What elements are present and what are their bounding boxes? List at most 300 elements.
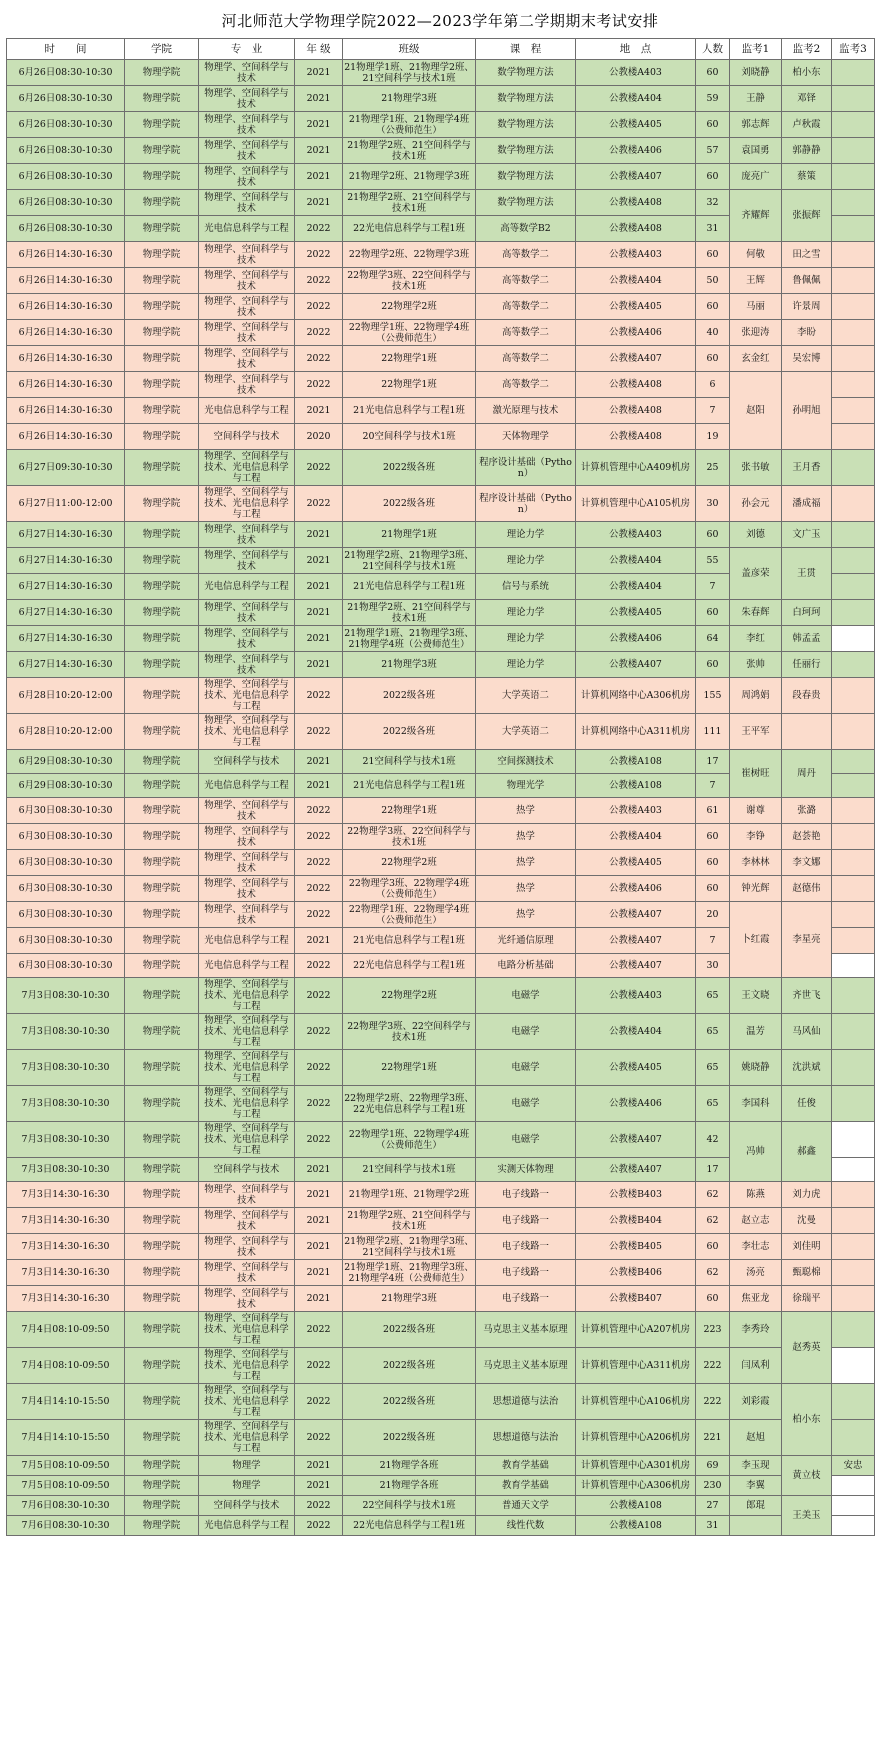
grade-cell: 2022 [295, 372, 343, 398]
major-cell: 物理学、空间科学与技术 [199, 346, 295, 372]
count-cell: 62 [696, 1182, 730, 1208]
proctor3-cell [832, 1208, 875, 1234]
proctor3-cell [832, 60, 875, 86]
course-cell: 电子线路一 [476, 1234, 576, 1260]
grade-cell: 2021 [295, 774, 343, 798]
location-cell: 公教楼A108 [576, 1496, 696, 1516]
count-cell: 60 [696, 1286, 730, 1312]
grade-cell: 2021 [295, 112, 343, 138]
proctor3-cell [832, 574, 875, 600]
course-cell: 光纤通信原理 [476, 928, 576, 954]
major-cell: 物理学、空间科学与技术 [199, 190, 295, 216]
class-cell: 21物理学2班、21空间科学与技术1班 [343, 600, 476, 626]
location-cell: 计算机管理中心A206机房 [576, 1420, 696, 1456]
course-cell: 数学物理方法 [476, 112, 576, 138]
location-cell: 公教楼B405 [576, 1234, 696, 1260]
course-cell: 热学 [476, 824, 576, 850]
class-cell: 21物理学1班、21物理学2班、21空间科学与技术1班 [344, 61, 474, 84]
location-cell: 公教楼B404 [576, 1208, 696, 1234]
proctor1-cell: 马丽 [730, 294, 782, 320]
time-cell: 6月27日14:30-16:30 [7, 626, 125, 652]
college-cell: 物理学院 [125, 60, 199, 86]
major-cell: 物理学、空间科学与技术 [199, 1234, 295, 1260]
proctor2-cell: 赵荟艳 [782, 824, 832, 850]
table-row [7, 1456, 875, 1476]
location-cell: 公教楼A403 [576, 242, 696, 268]
time-cell: 7月3日08:30-10:30 [7, 1050, 125, 1086]
proctor1-cell: 张书敏 [730, 450, 782, 486]
class-cell: 21空间科学与技术1班 [343, 750, 476, 774]
course-cell: 电磁学 [476, 1086, 576, 1122]
class-cell: 2022级各班 [343, 1384, 476, 1420]
count-cell: 65 [696, 1086, 730, 1122]
time-cell: 7月6日08:30-10:30 [7, 1516, 125, 1536]
course-cell: 大学英语二 [476, 714, 576, 750]
proctor1-cell: 闫凤利 [730, 1348, 782, 1384]
proctor2-cell: 郝鑫 [782, 1122, 832, 1182]
location-cell: 计算机管理中心A106机房 [576, 1384, 696, 1420]
proctor3-cell [832, 1234, 875, 1260]
proctor2-cell: 白珂珂 [782, 600, 832, 626]
class-cell: 22物理学1班 [343, 1050, 476, 1086]
course-cell: 电子线路一 [476, 1260, 576, 1286]
location-cell: 公教楼A404 [576, 268, 696, 294]
major-cell: 物理学、空间科学与技术 [199, 1286, 295, 1312]
proctor1-cell: 郎琨 [730, 1496, 782, 1516]
class-cell: 22物理学1班、22物理学4班（公费师范生） [343, 320, 476, 346]
location-cell: 公教楼A407 [576, 164, 696, 190]
header-grade: 年 级 [295, 39, 343, 60]
course-cell: 马克思主义基本原理 [476, 1348, 576, 1384]
proctor1-cell: 周鸿娟 [730, 678, 782, 714]
location-cell: 公教楼A406 [576, 626, 696, 652]
major-cell: 物理学、空间科学与技术 [199, 548, 295, 574]
proctor3-cell [832, 294, 875, 320]
proctor1-cell: 温芳 [730, 1014, 782, 1050]
grade-cell: 2021 [295, 1476, 343, 1496]
count-cell: 60 [696, 652, 730, 678]
count-cell: 60 [696, 522, 730, 548]
class-cell: 21物理学2班、21空间科学与技术1班 [343, 190, 476, 216]
grade-cell: 2022 [295, 1420, 343, 1456]
grade-cell: 2021 [295, 1182, 343, 1208]
grade-cell: 2020 [295, 424, 343, 450]
major-cell: 物理学、空间科学与技术、光电信息科学与工程 [199, 1312, 295, 1348]
major-cell: 物理学 [199, 1476, 295, 1496]
grade-cell: 2022 [295, 1312, 343, 1348]
proctor2-cell: 黄立枝 [782, 1456, 832, 1496]
grade-cell: 2021 [295, 1260, 343, 1286]
proctor3-cell [832, 112, 875, 138]
major-cell: 物理学、空间科学与技术 [199, 138, 295, 164]
major-cell: 物理学、空间科学与技术 [199, 1182, 295, 1208]
count-cell: 25 [696, 450, 730, 486]
major-cell: 光电信息科学与工程 [199, 954, 295, 978]
sheet-title: 河北师范大学物理学院2022—2023学年第二学期期末考试安排 [221, 12, 659, 30]
table-row [7, 548, 875, 574]
proctor1-cell [730, 1516, 782, 1536]
header-proctor2: 监考2 [782, 39, 832, 60]
count-cell: 60 [696, 60, 730, 86]
grade-cell: 2022 [295, 714, 343, 750]
college-cell: 物理学院 [125, 1014, 199, 1050]
grade-cell: 2021 [295, 1456, 343, 1476]
proctor3-cell [832, 1286, 875, 1312]
proctor2-cell: 甄聪棉 [782, 1260, 832, 1286]
proctor1-cell: 李林林 [730, 850, 782, 876]
class-cell: 21物理学1班、21物理学2班 [343, 1182, 476, 1208]
proctor1-cell: 刘彩霞 [730, 1384, 782, 1420]
proctor1-cell: 张帅 [730, 652, 782, 678]
count-cell: 64 [696, 626, 730, 652]
count-cell: 55 [696, 548, 730, 574]
proctor3-cell [832, 216, 875, 242]
proctor1-cell: 盖彦荣 [730, 548, 782, 600]
proctor3-cell [832, 850, 875, 876]
location-cell: 计算机网络中心A306机房 [576, 678, 696, 714]
location-cell: 公教楼A403 [576, 978, 696, 1014]
grade-cell: 2022 [295, 1348, 343, 1384]
course-cell: 高等数学二 [476, 346, 576, 372]
location-cell: 公教楼A405 [576, 850, 696, 876]
grade-cell: 2021 [295, 1286, 343, 1312]
proctor3-cell [832, 1420, 875, 1456]
location-cell: 公教楼A403 [576, 798, 696, 824]
proctor2-cell: 韩孟孟 [782, 626, 832, 652]
count-cell: 60 [696, 112, 730, 138]
class-cell: 21物理学各班 [343, 1476, 476, 1496]
proctor3-cell [832, 902, 875, 928]
grade-cell: 2022 [295, 1496, 343, 1516]
class-cell: 2022级各班 [343, 678, 476, 714]
proctor1-cell: 朱春辉 [730, 600, 782, 626]
time-cell: 6月26日14:30-16:30 [7, 294, 125, 320]
proctor2-cell: 文广玉 [782, 522, 832, 548]
college-cell: 物理学院 [125, 522, 199, 548]
count-cell: 27 [696, 1496, 730, 1516]
grade-cell: 2022 [295, 1516, 343, 1536]
college-cell: 物理学院 [125, 486, 199, 522]
header-proctor3: 监考3 [832, 39, 875, 60]
college-cell: 物理学院 [125, 86, 199, 112]
proctor3-cell [832, 1348, 875, 1384]
location-cell: 公教楼A407 [576, 1158, 696, 1182]
proctor3-cell [832, 1384, 875, 1420]
count-cell: 65 [696, 978, 730, 1014]
exam-table [6, 38, 875, 1536]
proctor3-cell [832, 1122, 875, 1158]
count-cell: 65 [696, 1014, 730, 1050]
college-cell: 物理学院 [125, 242, 199, 268]
class-cell: 20空间科学与技术1班 [343, 424, 476, 450]
proctor3-cell [832, 1516, 875, 1536]
time-cell: 6月26日08:30-10:30 [7, 112, 125, 138]
proctor3-cell [832, 522, 875, 548]
proctor1-cell: 姚晓静 [730, 1050, 782, 1086]
location-cell: 计算机管理中心A207机房 [576, 1312, 696, 1348]
proctor3-cell [832, 548, 875, 574]
course-cell: 激光原理与技术 [476, 398, 576, 424]
time-cell: 6月26日14:30-16:30 [7, 398, 125, 424]
class-cell: 21物理学1班、21物理学3班、21物理学4班（公费师范生） [344, 627, 474, 650]
count-cell: 17 [696, 750, 730, 774]
course-cell: 教育学基础 [476, 1476, 576, 1496]
college-cell: 物理学院 [125, 190, 199, 216]
major-cell: 物理学、空间科学与技术 [199, 850, 295, 876]
time-cell: 6月26日08:30-10:30 [7, 86, 125, 112]
proctor3-cell [832, 1260, 875, 1286]
header-college: 学院 [125, 39, 199, 60]
time-cell: 6月27日14:30-16:30 [7, 652, 125, 678]
table-row [7, 1050, 875, 1086]
college-cell: 物理学院 [125, 978, 199, 1014]
class-cell: 22物理学2班 [343, 978, 476, 1014]
course-cell: 大学英语二 [476, 678, 576, 714]
time-cell: 6月30日08:30-10:30 [7, 954, 125, 978]
count-cell: 20 [696, 902, 730, 928]
count-cell: 62 [696, 1260, 730, 1286]
proctor1-cell: 卜红霞 [730, 902, 782, 978]
major-cell: 物理学、空间科学与技术 [199, 902, 295, 928]
class-cell: 21物理学2班、21物理学3班、21空间科学与技术1班 [344, 549, 474, 572]
location-cell: 公教楼A404 [576, 86, 696, 112]
class-cell: 21物理学3班 [343, 1286, 476, 1312]
count-cell: 60 [696, 600, 730, 626]
proctor1-cell: 刘晓静 [730, 60, 782, 86]
major-cell: 光电信息科学与工程 [199, 774, 295, 798]
major-cell: 物理学、空间科学与技术 [199, 294, 295, 320]
count-cell: 42 [696, 1122, 730, 1158]
proctor1-cell: 刘德 [730, 522, 782, 548]
location-cell: 公教楼A408 [576, 372, 696, 398]
location-cell: 公教楼A408 [576, 424, 696, 450]
location-cell: 公教楼A407 [576, 954, 696, 978]
table-row [7, 450, 875, 486]
college-cell: 物理学院 [125, 268, 199, 294]
count-cell: 60 [696, 164, 730, 190]
college-cell: 物理学院 [125, 714, 199, 750]
proctor1-cell: 李秀玲 [730, 1312, 782, 1348]
location-cell: 公教楼A403 [576, 522, 696, 548]
college-cell: 物理学院 [125, 1122, 199, 1158]
college-cell: 物理学院 [125, 928, 199, 954]
grade-cell: 2022 [295, 346, 343, 372]
header-proctor1: 监考1 [730, 39, 782, 60]
grade-cell: 2022 [295, 268, 343, 294]
proctor3-cell [832, 600, 875, 626]
proctor3-cell [832, 320, 875, 346]
time-cell: 6月29日08:30-10:30 [7, 774, 125, 798]
time-cell: 6月28日10:20-12:00 [7, 678, 125, 714]
table-row [7, 86, 875, 112]
course-cell: 高等数学二 [476, 268, 576, 294]
college-cell: 物理学院 [125, 164, 199, 190]
course-cell: 理论力学 [476, 522, 576, 548]
proctor3-cell [832, 1182, 875, 1208]
proctor1-cell: 汤亮 [730, 1260, 782, 1286]
location-cell: 公教楼A407 [576, 346, 696, 372]
class-cell: 22物理学3班、22空间科学与技术1班 [343, 824, 476, 850]
major-cell: 物理学、空间科学与技术 [199, 320, 295, 346]
table-row [7, 1014, 875, 1050]
location-cell: 公教楼A404 [576, 1014, 696, 1050]
header-course: 课 程 [476, 39, 576, 60]
college-cell: 物理学院 [125, 424, 199, 450]
proctor3-cell [832, 714, 875, 750]
time-cell: 7月3日08:30-10:30 [7, 1122, 125, 1158]
proctor2-cell: 徐瑞平 [782, 1286, 832, 1312]
location-cell: 公教楼B406 [576, 1260, 696, 1286]
count-cell: 223 [696, 1312, 730, 1348]
major-cell: 光电信息科学与工程 [199, 928, 295, 954]
major-cell: 空间科学与技术 [199, 750, 295, 774]
class-cell: 2022级各班 [343, 1348, 476, 1384]
class-cell: 2022级各班 [343, 1420, 476, 1456]
grade-cell: 2021 [295, 1208, 343, 1234]
proctor2-cell: 柏小东 [782, 60, 832, 86]
class-cell: 21物理学2班、21物理学3班、21空间科学与技术1班 [344, 1235, 474, 1258]
proctor1-cell: 冯帅 [730, 1122, 782, 1182]
grade-cell: 2022 [295, 978, 343, 1014]
count-cell: 60 [696, 346, 730, 372]
grade-cell: 2021 [295, 1158, 343, 1182]
proctor1-cell: 庞亮广 [730, 164, 782, 190]
table-row [7, 346, 875, 372]
class-cell: 22光电信息科学与工程1班 [343, 1516, 476, 1536]
table-row [7, 1182, 875, 1208]
proctor2-cell: 王美玉 [782, 1496, 832, 1536]
college-cell: 物理学院 [125, 398, 199, 424]
class-cell: 21物理学2班、21空间科学与技术1班 [343, 138, 476, 164]
class-cell: 21物理学3班 [343, 86, 476, 112]
time-cell: 6月26日08:30-10:30 [7, 216, 125, 242]
location-cell: 公教楼A406 [576, 138, 696, 164]
major-cell: 物理学、空间科学与技术 [199, 242, 295, 268]
time-cell: 6月26日14:30-16:30 [7, 424, 125, 450]
location-cell: 计算机管理中心A306机房 [576, 1476, 696, 1496]
class-cell: 22空间科学与技术1班 [343, 1496, 476, 1516]
count-cell: 7 [696, 928, 730, 954]
class-cell: 21光电信息科学与工程1班 [343, 574, 476, 600]
time-cell: 7月5日08:10-09:50 [7, 1456, 125, 1476]
table-row [7, 600, 875, 626]
location-cell: 公教楼B403 [576, 1182, 696, 1208]
class-cell: 22物理学3班、22空间科学与技术1班 [343, 1014, 476, 1050]
proctor2-cell: 张振辉 [782, 190, 832, 242]
table-row [7, 750, 875, 774]
grade-cell: 2021 [295, 86, 343, 112]
class-cell: 22光电信息科学与工程1班 [343, 954, 476, 978]
table-row [7, 978, 875, 1014]
class-cell: 22物理学1班、22物理学4班（公费师范生） [343, 902, 476, 928]
proctor3-cell [832, 798, 875, 824]
count-cell: 6 [696, 372, 730, 398]
college-cell: 物理学院 [125, 1208, 199, 1234]
grade-cell: 2021 [295, 138, 343, 164]
grade-cell: 2021 [295, 574, 343, 600]
proctor2-cell: 马风仙 [782, 1014, 832, 1050]
count-cell: 60 [696, 850, 730, 876]
class-cell: 22物理学1班、22物理学4班（公费师范生） [343, 1122, 476, 1158]
count-cell: 17 [696, 1158, 730, 1182]
table-row [7, 876, 875, 902]
college-cell: 物理学院 [125, 876, 199, 902]
proctor3-cell [832, 190, 875, 216]
major-cell: 物理学、空间科学与技术、光电信息科学与工程 [199, 450, 295, 486]
major-cell: 光电信息科学与工程 [199, 1516, 295, 1536]
grade-cell: 2021 [295, 626, 343, 652]
time-cell: 7月3日14:30-16:30 [7, 1234, 125, 1260]
location-cell: 计算机管理中心A311机房 [576, 1348, 696, 1384]
course-cell: 高等数学二 [476, 320, 576, 346]
class-cell: 21物理学1班、21物理学4班（公费师范生） [343, 112, 476, 138]
class-cell: 22物理学3班、22物理学4班（公费师范生） [343, 876, 476, 902]
table-row [7, 1234, 875, 1260]
proctor3-cell [832, 750, 875, 774]
count-cell: 60 [696, 294, 730, 320]
class-cell: 21物理学2班、21物理学3班 [343, 164, 476, 190]
header-count: 人数 [696, 39, 730, 60]
major-cell: 物理学、空间科学与技术 [199, 86, 295, 112]
proctor2-cell: 孙明旭 [782, 372, 832, 450]
location-cell: 公教楼A108 [576, 774, 696, 798]
proctor2-cell: 卢秋霞 [782, 112, 832, 138]
college-cell: 物理学院 [125, 372, 199, 398]
location-cell: 公教楼A407 [576, 928, 696, 954]
table-row [7, 372, 875, 398]
major-cell: 物理学、空间科学与技术、光电信息科学与工程 [199, 486, 295, 522]
proctor3-cell [832, 138, 875, 164]
college-cell: 物理学院 [125, 346, 199, 372]
proctor3-cell [832, 774, 875, 798]
proctor3-cell [832, 1158, 875, 1182]
college-cell: 物理学院 [125, 1182, 199, 1208]
table-row [7, 1420, 875, 1456]
college-cell: 物理学院 [125, 954, 199, 978]
table-row [7, 1260, 875, 1286]
major-cell: 物理学、空间科学与技术 [199, 652, 295, 678]
header-location: 地 点 [576, 39, 696, 60]
major-cell: 物理学、空间科学与技术 [199, 1208, 295, 1234]
grade-cell: 2022 [295, 902, 343, 928]
grade-cell: 2022 [295, 1050, 343, 1086]
college-cell: 物理学院 [125, 750, 199, 774]
proctor3-cell [832, 398, 875, 424]
college-cell: 物理学院 [125, 216, 199, 242]
table-row [7, 1384, 875, 1420]
proctor1-cell: 李国科 [730, 1086, 782, 1122]
table-row [7, 1516, 875, 1536]
course-cell: 高等数学二 [476, 294, 576, 320]
table-row [7, 714, 875, 750]
count-cell: 69 [696, 1456, 730, 1476]
grade-cell: 2022 [295, 1384, 343, 1420]
class-cell: 22物理学2班 [343, 850, 476, 876]
proctor3-cell [832, 424, 875, 450]
proctor1-cell: 王辉 [730, 268, 782, 294]
course-cell: 线性代数 [476, 1516, 576, 1536]
time-cell: 7月3日14:30-16:30 [7, 1260, 125, 1286]
course-cell: 物理光学 [476, 774, 576, 798]
college-cell: 物理学院 [125, 1050, 199, 1086]
course-cell: 数学物理方法 [476, 60, 576, 86]
proctor2-cell: 齐世飞 [782, 978, 832, 1014]
table-row [7, 1208, 875, 1234]
proctor3-cell [832, 928, 875, 954]
major-cell: 物理学 [199, 1456, 295, 1476]
proctor3-cell [832, 1086, 875, 1122]
proctor1-cell: 王文晓 [730, 978, 782, 1014]
